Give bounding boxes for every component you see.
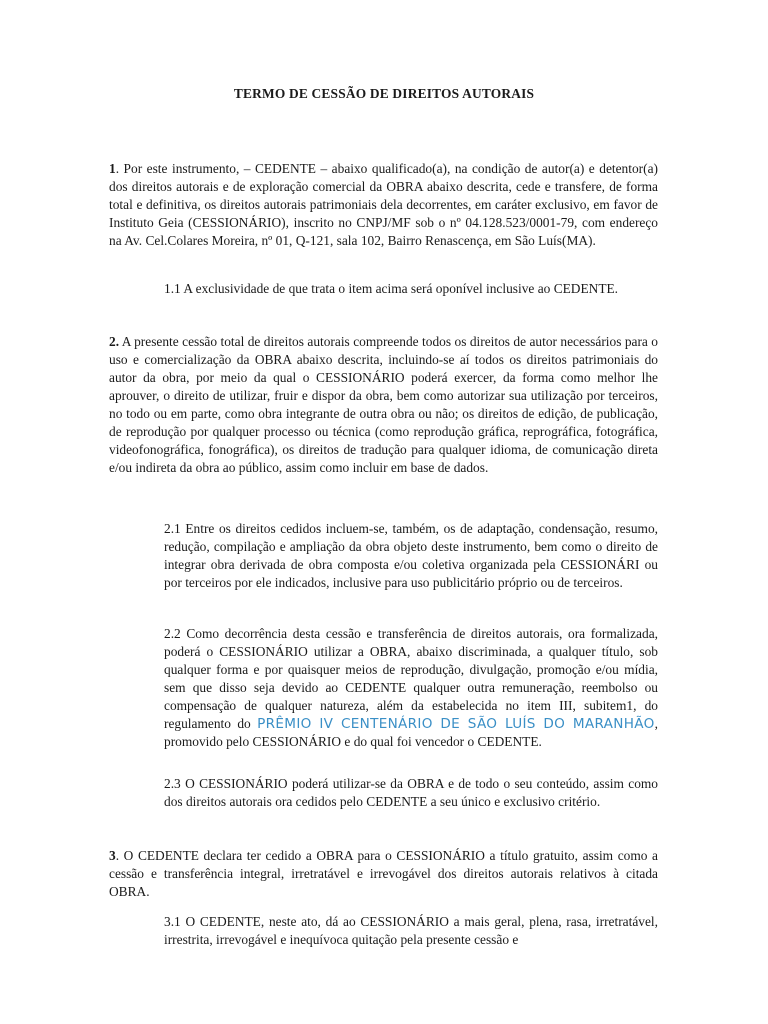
clause-2-number: 2. — [109, 334, 120, 349]
clause-1-text: . Por este instrumento, – CEDENTE – abaixo qualificado(a), na condição de autor(a) e detentor(a) dos direitos autorais e de exploração comercial da OBRA abaixo descrita, cede e transfere, de forma total e definitiva, os direitos autorais patrimoniais dela decorrentes, em caráter exclusivo, em favor de Instituto Geia (CESSIONÁRIO), inscrito no CNPJ/MF sob o nº 04.128.523/0001-79, com endereço na Av. Cel.Colares Moreira, nº 01, Q-121, sala 102, Bairro Renascença, em São Luís(MA). — [109, 161, 658, 248]
clause-2 — [109, 333, 658, 477]
clause-3-1: 3.1 O CEDENTE, neste ato, dá ao CESSIONÁRIO a mais geral, plena, rasa, irretratável, irrestrita, irrevogável e inequívoca quitação pela presente cessão e — [164, 914, 658, 947]
clause-1-1: 1.1 A exclusividade de que trata o item acima será oponível inclusive ao CEDENTE. — [164, 281, 619, 296]
clause-3-number: 3 — [109, 848, 116, 863]
clause-3-text: . O CEDENTE declara ter cedido a OBRA para o CESSIONÁRIO a título gratuito, assim como a cessão e transferência integral, irretratável e irrevogável dos direitos autorais relativos à citada OBRA. — [109, 848, 658, 899]
clause-1 — [109, 160, 658, 250]
clause-2-2-text-after: , promovido pelo CESSIONÁRIO e do qual foi vencedor o CEDENTE. — [164, 716, 658, 749]
clause-2-2 — [164, 625, 658, 751]
document-title: TERMO DE CESSÃO DE DIREITOS AUTORAIS — [233, 86, 535, 101]
clause-2-2-text-before: 2.2 Como decorrência desta cessão e transferência de direitos autorais, ora formalizada, poderá o CESSIONÁRIO utilizar a OBRA, abaixo discriminada, a qualquer título, sob qualquer forma e por quaisquer meios de reprodução, divulgação, promoção e/ou mídia, sem que disso seja devido ao CEDENTE qualquer outra remuneração, reembolso ou compensação de qualquer natureza, além da estabelecida no item III, subitem1, do regulamento do — [164, 626, 658, 731]
clause-1-number: 1 — [109, 161, 116, 176]
clause-2-text: A presente cessão total de direitos autorais compreende todos os direitos de autor necessários para o uso e comercialização da OBRA abaixo descrita, incluindo-se aí todos os direitos patrimoniais do autor da obra, por meio da qual o CESSIONÁRIO poderá exercer, da forma como melhor lhe aprouver, o direito de utilizar, fruir e dispor da obra, bem como autorizar sua utilização por terceiros, no todo ou em parte, como obra integrante de outra obra ou não; os direitos de edição, de publicação, de reprodução por qualquer processo ou técnica (como reprodução gráfica, reprográfica, fotográfica, videofonográfica, fonográfica), os direitos de tradução para qualquer idioma, de comunicação direta e/ou indireta da obra ao público, assim como incluir em base de dados. — [109, 334, 658, 475]
prize-name-link: PRÊMIO IV CENTENÁRIO DE SÃO LUÍS DO MARANHÃO — [257, 716, 655, 732]
clause-2-1: 2.1 Entre os direitos cedidos incluem-se, também, os de adaptação, condensação, resumo, redução, compilação e ampliação da obra objeto deste instrumento, bem como o direito de integrar obra derivada de obra composta e/ou coletiva organizada pela CESSIONÁRI ou por terceiros por ele indicados, inclusive para uso publicitário próprio ou de terceiros. — [164, 521, 658, 590]
clause-2-3: 2.3 O CESSIONÁRIO poderá utilizar-se da OBRA e de todo o seu conteúdo, assim como dos direitos autorais ora cedidos pelo CEDENTE a seu único e exclusivo critério. — [164, 776, 658, 809]
clause-3 — [109, 847, 658, 901]
